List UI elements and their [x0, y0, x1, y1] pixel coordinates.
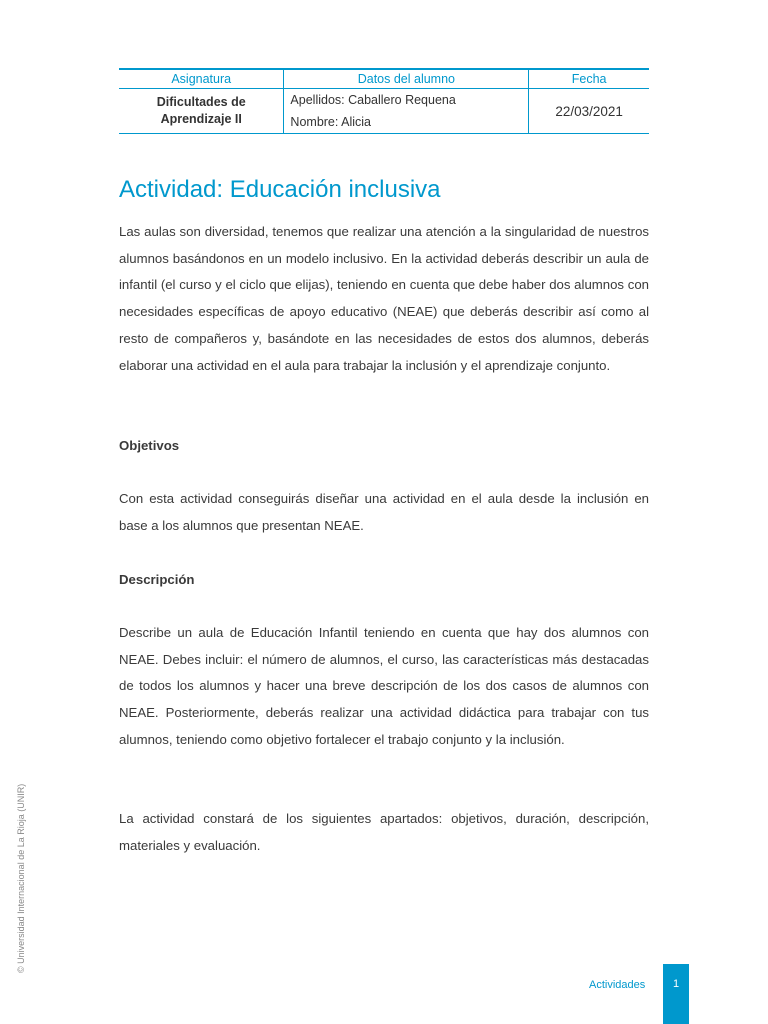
subject-line-1: Dificultades de	[156, 95, 246, 109]
header-subject-label: Asignatura	[119, 69, 284, 89]
sections-paragraph: La actividad constará de los siguientes apartados: objetivos, duración, descripción, materiales y evaluación.	[119, 811, 649, 853]
header-row	[119, 69, 649, 89]
header-student-label: Datos del alumno	[284, 69, 529, 89]
header-date-label: Fecha	[529, 69, 649, 89]
subject-cell	[119, 89, 284, 134]
subject-line-2: Aprendizaje II	[160, 112, 242, 126]
header-values-row	[119, 89, 649, 134]
page-number: 1	[672, 978, 680, 990]
intro-paragraph: Las aulas son diversidad, tenemos que realizar una atención a la singularidad de nuestros alumnos basándonos en un modelo inclusivo. En la actividad deberás describir un aula de infantil (el curso y el ciclo que elijas), teniendo en cuenta que debe haber dos alumnos con necesidades específicas de apoyo educativo (NEAE) que deberás describir así como al resto de compañeros y, basándote en las necesidades de estos dos alumnos, deberás elaborar una actividad en el aula para trabajar la inclusión y el aprendizaje conjunto.	[119, 224, 649, 373]
description-paragraph: Describe un aula de Educación Infantil teniendo en cuenta que hay dos alumnos con NEAE. Debes incluir: el número de alumnos, el curso, las características más destacadas de todos los alumnos y hacer una breve descripción de los dos casos de alumnos con NEAE. Posteriormente, deberás realizar una actividad didáctica para trabajar con tus alumnos, teniendo como objetivo fortalecer el trabajo conjunto y la inclusión.	[119, 625, 649, 747]
name-line: Nombre: Alicia	[290, 115, 372, 129]
page-number-box	[663, 964, 689, 1024]
objectives-heading: Objetivos	[119, 438, 180, 453]
objectives-paragraph: Con esta actividad conseguirás diseñar una actividad en el aula desde la inclusión en base a los alumnos que presentan NEAE.	[119, 491, 649, 533]
surname-line: Apellidos: Caballero Requena	[290, 93, 456, 107]
description-heading: Descripción	[119, 572, 195, 587]
footer-label: Actividades	[589, 979, 646, 991]
student-cell	[284, 89, 529, 134]
header-table	[119, 68, 649, 134]
copyright-note: © Universidad Internacional de La Rioja (UNIR)	[16, 783, 26, 973]
date-cell: 22/03/2021	[529, 89, 649, 134]
page-title: Actividad: Educación inclusiva	[119, 176, 441, 203]
